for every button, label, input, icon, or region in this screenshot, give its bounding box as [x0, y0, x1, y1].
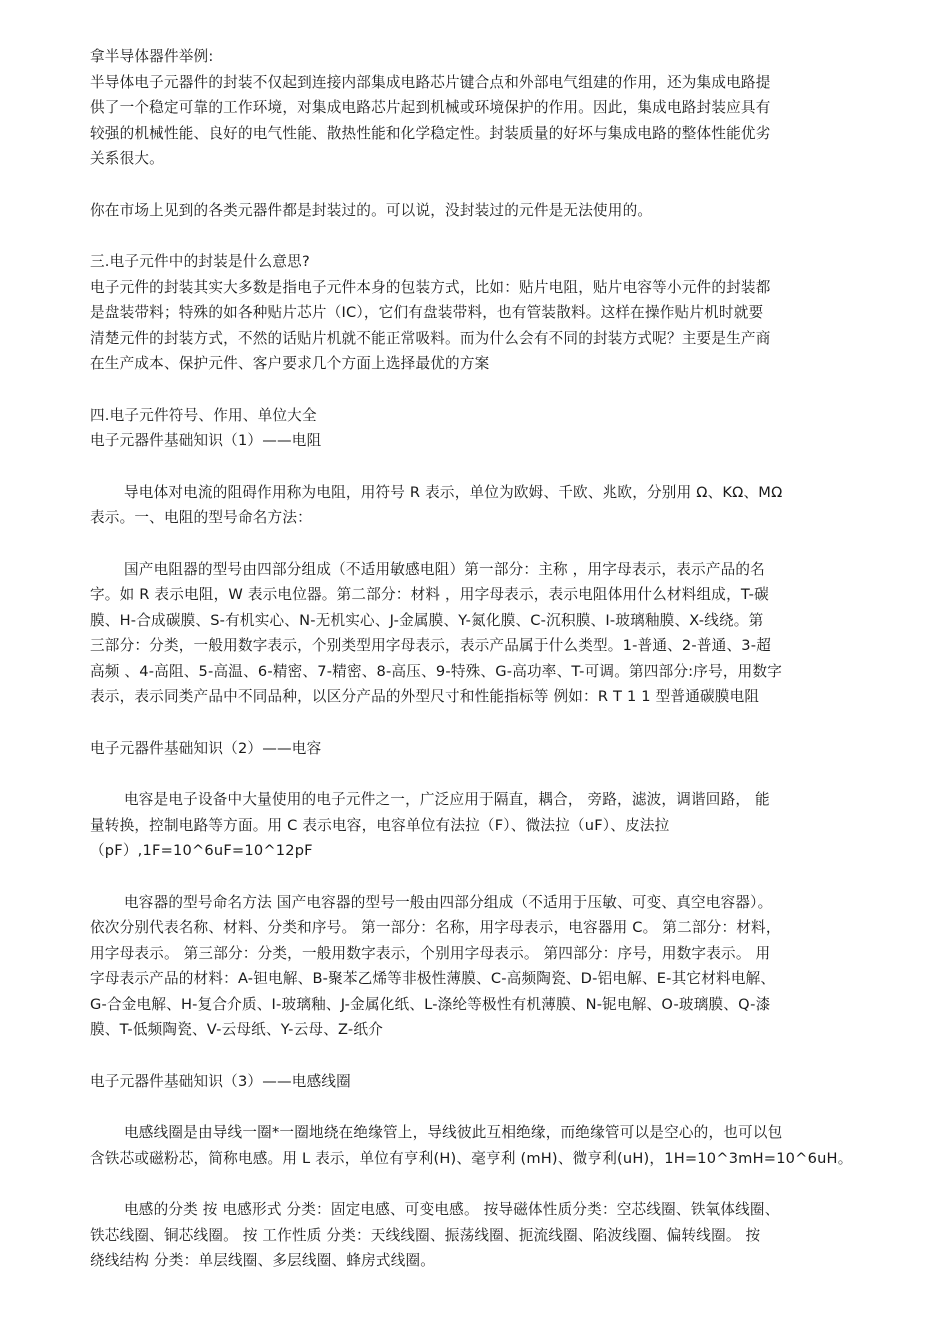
spacer [90, 1094, 862, 1120]
spacer [90, 377, 862, 403]
capacitor-p1-line-3: （pF）,1F=10^6uF=10^12pF [90, 842, 313, 859]
spacer [90, 531, 862, 557]
capacitor-heading-block [90, 736, 862, 762]
resistor-p2-line-3: 膜、H-合成碳膜、S-有机实心、N-无机实心、J-金属膜、Y-氮化膜、C-沉积膜、I-玻璃釉膜、X-线绕。第 [90, 611, 764, 629]
inductor-paragraph-2-cont [90, 1223, 862, 1274]
capacitor-paragraph-1 [90, 787, 862, 813]
section3-line-1: 电子元件的封装其实大多数是指电子元件本身的包装方式，比如：贴片电阻，贴片电容等小元件的封装都 [90, 278, 771, 296]
resistor-p1-line-1: 导电体对电流的阻碍作用称为电阻，用符号 R 表示，单位为欧姆、千欧、兆欧，分别用 Ω、KΩ、MΩ [124, 483, 783, 501]
market-line: 你在市场上见到的各类元器件都是封装过的。可以说，没封装过的元件是无法使用的。 [90, 201, 653, 219]
resistor-p2-line-6: 表示，表示同类产品中不同品种，以区分产品的外型尺寸和性能指标等 例如：R T 1 1 型普通碳膜电阻 [90, 688, 760, 705]
inductor-p1-line-2: 含铁芯或磁粉芯，简称电感。用 L 表示，单位有亨利(H)、毫亨利 (mH)、微亨利(uH)，1H=10^3mH=10^6uH。 [90, 1149, 853, 1167]
spacer [90, 1043, 862, 1069]
spacer [90, 223, 862, 249]
resistor-p2-line-1: 国产电阻器的型号由四部分组成（不适用敏感电阻）第一部分：主称 ，用字母表示，表示产品的名 [124, 560, 765, 578]
intro-line-4: 关系很大。 [90, 150, 164, 167]
market-paragraph [90, 198, 862, 224]
inductor-p1-line-1: 电感线圈是由导线一圈*一圈地绕在绝缘管上，导线彼此互相绝缘，而绝缘管可以是空心的，也可以包 [124, 1124, 783, 1141]
capacitor-paragraph-1-cont [90, 813, 862, 864]
inductor-p2-line-3: 绕线结构 分类：单层线圈、多层线圈、蜂房式线圈。 [90, 1252, 436, 1269]
inductor-p2-line-2: 铁芯线圈、铜芯线圈。 按 工作性质 分类：天线线圈、振荡线圈、扼流线圈、陷波线圈、偏转线圈。 按 [90, 1226, 761, 1244]
resistor-p2-line-5: 高频 、4-高阻、5-高温、6-精密、7-精密、8-高压、9-特殊、G-高功率、T-可调。第四部分:序号，用数字 [90, 662, 783, 680]
intro-line-3: 较强的机械性能、良好的电气性能、散热性能和化学稳定性。封装质量的好坏与集成电路的整体性能优劣 [90, 124, 771, 142]
capacitor-paragraph-2-cont [90, 915, 862, 1043]
intro-section [90, 44, 862, 172]
inductor-heading: 电子元器件基础知识（3）——电感线圈 [90, 1072, 351, 1090]
resistor-paragraph-1 [90, 480, 862, 506]
resistor-p1-line-2: 表示。一、电阻的型号命名方法： [90, 509, 312, 526]
resistor-heading: 电子元器件基础知识（1）——电阻 [90, 432, 322, 449]
spacer [90, 864, 862, 890]
capacitor-p2-line-3: 用字母表示。 第三部分：分类，一般用数字表示，个别用字母表示。 第四部分：序号，用数字表示。 用 [90, 944, 771, 962]
capacitor-p1-line-1: 电容是电子设备中大量使用的电子元件之一，广泛应用于隔直，耦合， 旁路，滤波，调谐回路， 能 [124, 791, 770, 808]
section4 [90, 403, 862, 454]
section3-heading: 三.电子元件中的封装是什么意思? [90, 253, 310, 270]
spacer [90, 1171, 862, 1197]
resistor-paragraph-2-cont [90, 582, 862, 710]
spacer [90, 172, 862, 198]
spacer [90, 454, 862, 480]
resistor-p2-line-2: 字。如 R 表示电阻，W 表示电位器。第二部分：材料 ，用字母表示，表示电阻体用什么材料组成，T-碳 [90, 586, 769, 603]
section3-line-4: 在生产成本、保护元件、客户要求几个方面上选择最优的方案 [90, 355, 490, 372]
capacitor-p1-line-2: 量转换，控制电路等方面。用 C 表示电容，电容单位有法拉（F）、微法拉（uF）、皮法拉 [90, 816, 670, 834]
inductor-paragraph-1 [90, 1120, 862, 1146]
spacer [90, 761, 862, 787]
section4-heading: 四.电子元件符号、作用、单位大全 [90, 406, 317, 424]
section3-line-3: 清楚元件的封装方式，不然的话贴片机就不能正常吸料。而为什么会有不同的封装方式呢？主要是生产商 [90, 329, 771, 347]
inductor-p2-line-1: 电感的分类 按 电感形式 分类：固定电感、可变电感。 按导磁体性质分类：空芯线圈、铁氧体线圈、 [124, 1201, 780, 1218]
inductor-paragraph-1-cont [90, 1146, 862, 1172]
inductor-paragraph-2 [90, 1197, 862, 1223]
capacitor-heading: 电子元器件基础知识（2）——电容 [90, 739, 322, 757]
resistor-p2-line-4: 三部分：分类，一般用数字表示，个别类型用字母表示，表示产品属于什么类型。1-普通、2-普通、3-超 [90, 637, 771, 654]
spacer [90, 710, 862, 736]
inductor-heading-block [90, 1069, 862, 1095]
intro-heading: 拿半导体器件举例: [90, 48, 214, 65]
section3 [90, 249, 862, 377]
capacitor-p2-line-5: G-合金电解、H-复合介质、I-玻璃釉、J-金属化纸、L-涤纶等极性有机薄膜、N-铌电解、O-玻璃膜、Q-漆 [90, 995, 771, 1013]
capacitor-p2-line-2: 依次分别代表名称、材料、分类和序号。 第一部分：名称，用字母表示，电容器用 C。 第二部分：材料， [90, 919, 781, 936]
capacitor-paragraph-2 [90, 890, 862, 916]
resistor-paragraph-1-cont [90, 505, 862, 531]
intro-line-1: 半导体电子元器件的封装不仅起到连接内部集成电路芯片键合点和外部电气组建的作用，还为集成电路提 [90, 73, 771, 91]
section3-line-2: 是盘装带料；特殊的如各种贴片芯片（IC），它们有盘装带料，也有管装散料。这样在操作贴片机时就要 [90, 304, 764, 321]
capacitor-p2-line-6: 膜、T-低频陶瓷、V-云母纸、Y-云母、Z-纸介 [90, 1021, 383, 1038]
resistor-paragraph-2 [90, 557, 862, 583]
capacitor-p2-line-1: 电容器的型号命名方法 国产电容器的型号一般由四部分组成（不适用于压敏、可变、真空电容器）。 [124, 893, 773, 911]
intro-line-2: 供了一个稳定可靠的工作环境，对集成电路芯片起到机械或环境保护的作用。因此，集成电路封装应具有 [90, 99, 771, 116]
document-page [90, 44, 862, 1274]
capacitor-p2-line-4: 字母表示产品的材料：A-钽电解、B-聚苯乙烯等非极性薄膜、C-高频陶瓷、D-铝电解、E-其它材料电解、 [90, 970, 776, 987]
